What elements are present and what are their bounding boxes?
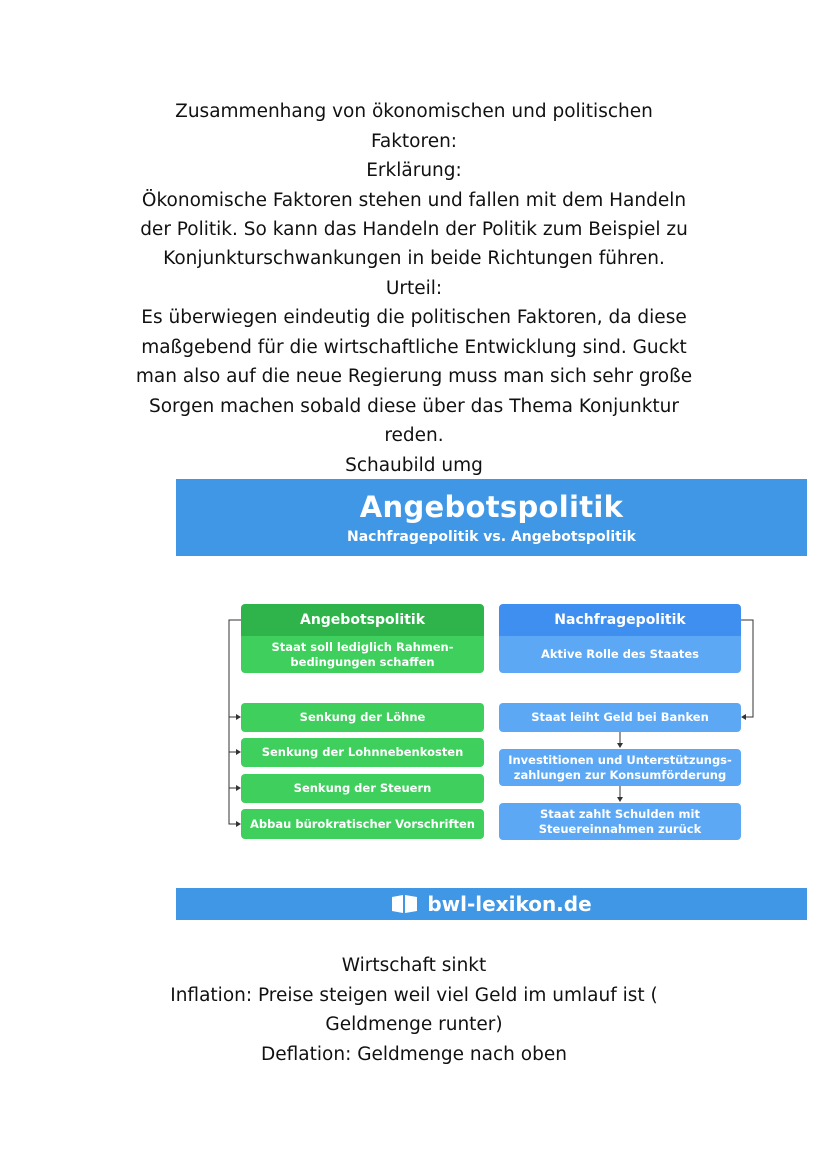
urteil-line-3: man also auf die neue Regierung muss man sich sehr große <box>135 366 693 387</box>
diagram-title: Angebotspolitik <box>359 490 624 524</box>
diagram-subtitle: Nachfragepolitik vs. Angebotspolitik <box>347 529 636 545</box>
angebot-item-2: Senkung der Lohnnebenkosten <box>241 738 484 767</box>
bottom-line-3: Geldmenge runter) <box>325 1014 503 1035</box>
urteil-line-1: Es überwiegen eindeutig die politischen Faktoren, da diese <box>141 307 687 328</box>
erklaerung-heading: Erklärung: <box>366 160 462 181</box>
angebot-header: Angebotspolitik <box>241 604 484 636</box>
urteil-line-4: Sorgen machen sobald diese über das Thema Konjunktur <box>148 396 679 417</box>
bottom-line-4: Deflation: Geldmenge nach oben <box>261 1044 567 1065</box>
brand-name: bwl-lexikon.de <box>427 892 592 916</box>
urteil-line-5: reden. <box>384 425 444 446</box>
nachfrage-item-2: Investitionen und Unterstützungs- zahlungen zur Konsumförderung <box>499 749 741 786</box>
angebot-item-3: Senkung der Steuern <box>241 774 484 803</box>
nachfrage-item-3: Staat zahlt Schulden mit Steuereinnahmen zurück <box>499 803 741 840</box>
book-icon <box>391 893 419 921</box>
erklaerung-line-1: Ökonomische Faktoren stehen und fallen mit dem Handeln <box>141 190 687 211</box>
nachfrage-item-1: Staat leiht Geld bei Banken <box>499 703 741 732</box>
bottom-line-2: Inflation: Preise steigen weil viel Geld im umlauf ist ( <box>170 985 658 1006</box>
angebot-item-1: Senkung der Löhne <box>241 703 484 732</box>
angebot-item-4: Abbau bürokratischer Vorschriften <box>241 809 484 839</box>
erklaerung-line-2: der Politik. So kann das Handeln der Politik zum Beispiel zu <box>140 219 688 240</box>
heading-line-1: Zusammenhang von ökonomischen und politischen <box>175 101 653 122</box>
urteil-line-2: maßgebend für die wirtschaftliche Entwicklung sind. Guckt <box>141 337 687 358</box>
urteil-heading: Urteil: <box>385 278 443 299</box>
brand-banner <box>176 888 807 920</box>
nachfrage-intro: Aktive Rolle des Staates <box>499 636 741 673</box>
angebot-intro: Staat soll lediglich Rahmen- bedingungen schaffen <box>241 636 484 673</box>
bottom-line-1: Wirtschaft sinkt <box>341 955 487 976</box>
erklaerung-line-3: Konjunkturschwankungen in beide Richtungen führen. <box>163 248 665 269</box>
nachfrage-header: Nachfragepolitik <box>499 604 741 636</box>
heading-line-2: Faktoren: <box>370 131 458 152</box>
schaubild-label: Schaubild umg <box>345 455 483 476</box>
